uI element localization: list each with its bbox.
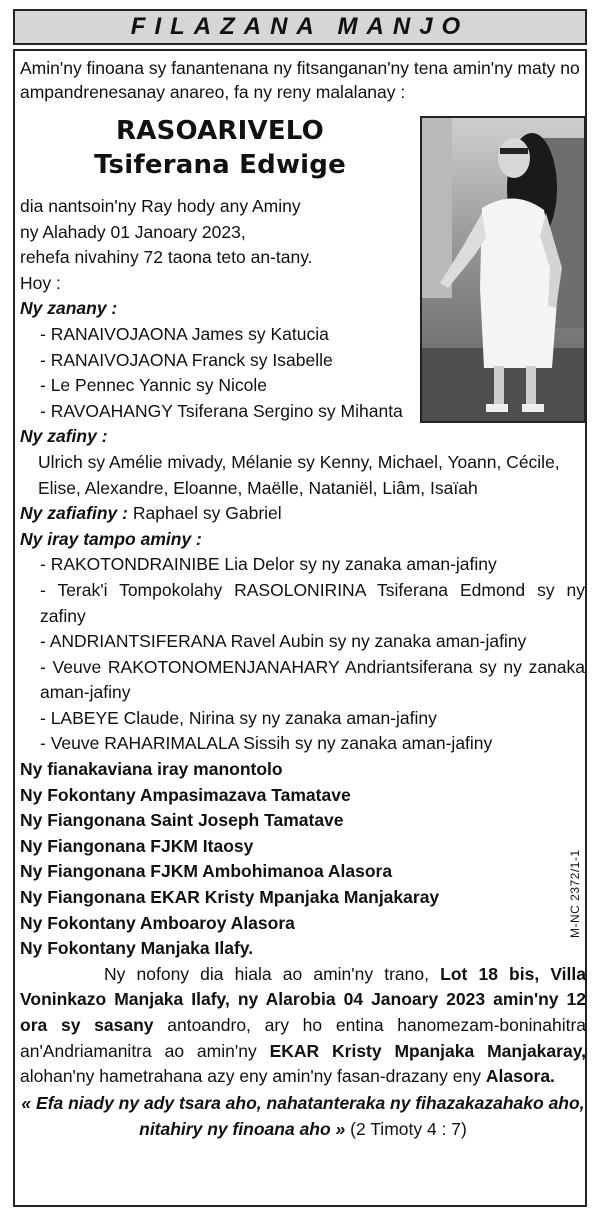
list-item: Ny Fiangonana EKAR Kristy Mpanjaka Manjakaray — [20, 887, 440, 908]
grandchildren-text: Ulrich sy Amélie mivady, Mélanie sy Kenny, Michael, Yoann, Cécile, Elise, Alexandre, Eloanne, Maëlle, Nataniël, Liâm, Isaïah — [38, 451, 560, 498]
list-item: Ny Fiangonana FJKM Ambohimanoa Alasora — [20, 861, 393, 882]
list-item: - RAKOTONDRAINIBE Lia Delor sy ny zanaka aman-jafiny — [40, 554, 497, 575]
header-title: FILAZANA MANJO — [130, 13, 470, 40]
list-item: Ny Fokontany Amboaroy Alasora — [20, 912, 295, 933]
quote-text: « Efa niady ny ady tsara aho, nahatanteraka ny fihazakazahako aho, nitahiry ny finoana aho » — [21, 1092, 585, 1139]
header-banner — [13, 9, 587, 45]
relatives-label: Ny iray tampo aminy : — [20, 528, 202, 549]
communities-list — [20, 757, 586, 962]
reference-code: M-NC 2372/1-1 — [568, 849, 582, 938]
deceased-surname: RASOARIVELO — [116, 116, 324, 146]
great-grandchildren-text: Raphael sy Gabriel — [132, 503, 282, 524]
list-item: - RANAIVOJAONA Franck sy Isabelle — [40, 349, 333, 370]
list-item: - Veuve RAHARIMALALA Sissih sy ny zanaka aman-jafiny — [40, 733, 493, 754]
list-item: Ny Fiangonana FJKM Itaosy — [20, 835, 254, 856]
list-item: - Terak'i Tompokolahy RASOLONIRINA Tsiferana Edmond sy ny zafiny — [40, 579, 585, 626]
list-item: Ny Fokontany Ampasimazava Tamatave — [20, 784, 351, 805]
children-list — [20, 322, 586, 424]
death-details — [20, 194, 586, 296]
notice-content — [20, 56, 586, 1142]
funeral-text: Ny nofony dia hiala ao amin'ny trano, — [104, 963, 441, 984]
burial-place: Alasora. — [485, 1066, 555, 1087]
detail-line: Hoy : — [20, 272, 61, 293]
funeral-text: antoandro, ary ho entina hanomezam-boninahitra an'Andriamanitra ao amin'ny — [20, 1015, 587, 1061]
great-grandchildren-label: Ny zafiafiny : — [20, 503, 128, 524]
list-item: Ny fianakaviana iray manontolo — [20, 759, 283, 780]
children-label: Ny zanany : — [20, 298, 118, 319]
list-item: Ny Fokontany Manjaka Ilafy. — [20, 938, 254, 959]
funeral-church: EKAR Kristy Mpanjaka Manjakaray, — [269, 1040, 586, 1061]
great-grandchildren-line — [20, 501, 586, 527]
funeral-details — [20, 962, 586, 1090]
quote-reference: (2 Timoty 4 : 7) — [350, 1118, 467, 1139]
list-item: Ny Fiangonana Saint Joseph Tamatave — [20, 810, 344, 831]
list-item: - Le Pennec Yannic sy Nicole — [40, 375, 267, 396]
relatives-list — [20, 552, 586, 757]
deceased-given-names: Tsiferana Edwige — [94, 150, 346, 180]
deceased-name — [20, 114, 420, 182]
detail-line: rehefa nivahiny 72 taona teto an-tany. — [20, 247, 313, 268]
intro-text: Amin'ny finoana sy fanantenana ny fitsanganan'ny tena amin'ny maty no ampandrenesanay anareo, fa ny reny malalanay : — [20, 58, 580, 102]
list-item: - RANAIVOJAONA James sy Katucia — [40, 323, 329, 344]
grandchildren-label: Ny zafiny : — [20, 426, 108, 447]
detail-line: dia nantsoin'ny Ray hody any Aminy — [20, 196, 301, 216]
list-item: - Veuve RAKOTONOMENJANAHARY Andriantsiferana sy ny zanaka aman-jafiny — [40, 656, 585, 703]
funeral-location: Lot 18 bis, Villa Voninkazo Manjaka Ilafy, ny Alarobia 04 Janoary 2023 amin'ny 12 ora sy sasany — [20, 963, 586, 1035]
list-item: - RAVOAHANGY Tsiferana Sergino sy Mihanta — [40, 400, 403, 421]
funeral-text: alohan'ny hametrahana azy eny amin'ny fasan-drazany eny — [20, 1066, 486, 1087]
list-item: - LABEYE Claude, Nirina sy ny zanaka aman-jafiny — [40, 707, 437, 728]
list-item: - ANDRIANTSIFERANA Ravel Aubin sy ny zanaka aman-jafiny — [40, 631, 527, 652]
detail-line: ny Alahady 01 Janoary 2023, — [20, 221, 246, 242]
bible-quote — [20, 1090, 586, 1142]
